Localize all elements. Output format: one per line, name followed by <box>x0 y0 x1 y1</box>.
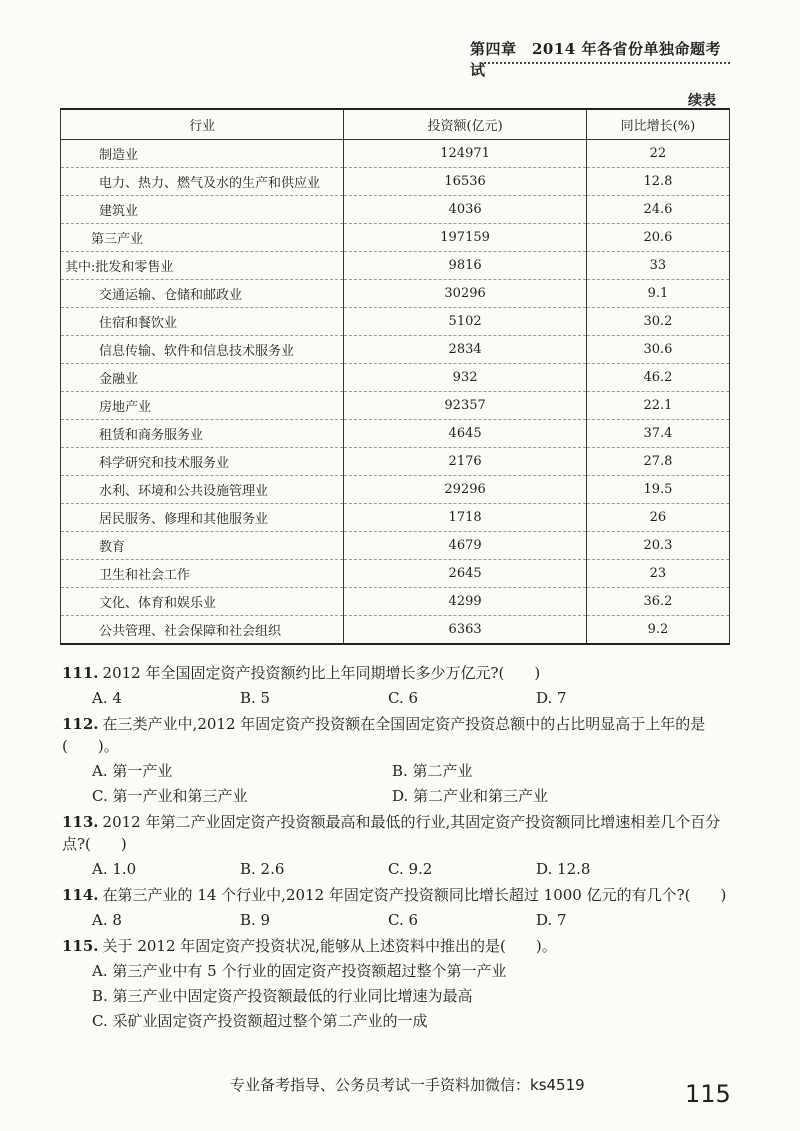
column-header-growth: 同比增长(%) <box>586 109 729 140</box>
growth-cell: 22.1 <box>586 392 729 420</box>
growth-cell: 46.2 <box>586 364 729 392</box>
question-stem <box>62 662 732 684</box>
industry-cell: 制造业 <box>61 140 344 168</box>
question-stem <box>62 935 732 957</box>
growth-cell: 30.2 <box>586 308 729 336</box>
question-list <box>62 662 732 1036</box>
table-row <box>61 504 730 532</box>
answer-option[interactable]: C. 6 <box>388 911 419 929</box>
investment-cell: 30296 <box>344 280 587 308</box>
table-row <box>61 252 730 280</box>
growth-cell: 9.2 <box>586 616 729 645</box>
investment-cell: 124971 <box>344 140 587 168</box>
answer-option[interactable]: A. 1.0 <box>92 860 137 878</box>
industry-cell: 电力、热力、燃气及水的生产和供应业 <box>61 168 344 196</box>
answer-option[interactable]: D. 7 <box>536 911 567 929</box>
investment-cell: 29296 <box>344 476 587 504</box>
investment-cell: 1718 <box>344 504 587 532</box>
question-number: 114. <box>62 886 99 904</box>
question-number: 112. <box>62 715 99 733</box>
growth-cell: 22 <box>586 140 729 168</box>
answer-option[interactable]: A. 4 <box>92 689 122 707</box>
industry-cell: 水利、环境和公共设施管理业 <box>61 476 344 504</box>
footer-note: 专业备考指导、公务员考试一手资料加微信：ks4519 <box>230 1076 585 1094</box>
question-stem <box>62 713 732 757</box>
question-number: 113. <box>62 813 99 831</box>
investment-table <box>60 108 730 645</box>
options-row <box>62 858 732 880</box>
table-row <box>61 560 730 588</box>
growth-cell: 20.3 <box>586 532 729 560</box>
page-number: 115 <box>685 1080 731 1108</box>
industry-cell: 科学研究和技术服务业 <box>61 448 344 476</box>
industry-cell: 卫生和社会工作 <box>61 560 344 588</box>
question-text: 2012 年全国固定资产投资额约比上年同期增长多少万亿元?( ) <box>102 664 541 682</box>
growth-cell: 9.1 <box>586 280 729 308</box>
growth-cell: 24.6 <box>586 196 729 224</box>
table-row <box>61 616 730 645</box>
answer-option[interactable]: A. 第一产业 <box>92 762 173 780</box>
answer-option[interactable]: D. 7 <box>536 689 567 707</box>
question-113 <box>62 811 732 880</box>
investment-cell: 197159 <box>344 224 587 252</box>
column-header-industry: 行业 <box>61 109 344 140</box>
investment-cell: 2645 <box>344 560 587 588</box>
options-column <box>62 960 732 1032</box>
growth-cell: 20.6 <box>586 224 729 252</box>
table-row <box>61 140 730 168</box>
answer-option[interactable]: C. 9.2 <box>388 860 433 878</box>
question-number: 115. <box>62 937 99 955</box>
chapter-header: 第四章 2014 年各省份单独命题考试 <box>470 40 721 79</box>
header-divider <box>480 62 730 64</box>
table-row <box>61 364 730 392</box>
investment-cell: 932 <box>344 364 587 392</box>
industry-cell: 租赁和商务服务业 <box>61 420 344 448</box>
table-row <box>61 168 730 196</box>
question-111 <box>62 662 732 709</box>
answer-option[interactable]: B. 第二产业 <box>392 762 473 780</box>
growth-cell: 27.8 <box>586 448 729 476</box>
table-row <box>61 476 730 504</box>
industry-cell: 信息传输、软件和信息技术服务业 <box>61 336 344 364</box>
investment-cell: 4679 <box>344 532 587 560</box>
investment-cell: 4299 <box>344 588 587 616</box>
industry-cell: 交通运输、仓储和邮政业 <box>61 280 344 308</box>
table-row <box>61 336 730 364</box>
column-header-investment: 投资额(亿元) <box>344 109 587 140</box>
investment-cell: 2834 <box>344 336 587 364</box>
growth-cell: 19.5 <box>586 476 729 504</box>
answer-option[interactable]: D. 第二产业和第三产业 <box>392 787 549 805</box>
question-text: 关于 2012 年固定资产投资状况,能够从上述资料中推出的是( )。 <box>102 937 557 955</box>
question-text: 2012 年第二产业固定资产投资额最高和最低的行业,其固定资产投资额同比增速相差几个百分点?( ) <box>62 813 721 853</box>
growth-cell: 37.4 <box>586 420 729 448</box>
answer-option[interactable]: A. 第三产业中有 5 个行业的固定资产投资额超过整个第一产业 <box>92 962 507 980</box>
table-row <box>61 448 730 476</box>
industry-cell: 住宿和餐饮业 <box>61 308 344 336</box>
options-row <box>62 687 732 709</box>
growth-cell: 30.6 <box>586 336 729 364</box>
industry-cell: 其中:批发和零售业 <box>61 252 344 280</box>
industry-cell: 房地产业 <box>61 392 344 420</box>
industry-cell: 建筑业 <box>61 196 344 224</box>
industry-cell: 金融业 <box>61 364 344 392</box>
question-number: 111. <box>62 664 99 682</box>
investment-cell: 6363 <box>344 616 587 645</box>
options-row <box>62 785 732 807</box>
question-stem <box>62 811 732 855</box>
industry-cell: 公共管理、社会保障和社会组织 <box>61 616 344 645</box>
table-header-row <box>61 109 730 140</box>
investment-cell: 4036 <box>344 196 587 224</box>
industry-cell: 居民服务、修理和其他服务业 <box>61 504 344 532</box>
answer-option[interactable]: B. 第三产业中固定资产投资额最低的行业同比增速为最高 <box>92 987 473 1005</box>
industry-cell: 文化、体育和娱乐业 <box>61 588 344 616</box>
table-row <box>61 392 730 420</box>
investment-cell: 5102 <box>344 308 587 336</box>
table-row <box>61 420 730 448</box>
table-row <box>61 280 730 308</box>
question-stem <box>62 884 732 906</box>
table-row <box>61 532 730 560</box>
answer-option[interactable]: C. 采矿业固定资产投资额超过整个第二产业的一成 <box>92 1012 428 1030</box>
answer-option[interactable]: B. 5 <box>240 689 271 707</box>
investment-cell: 9816 <box>344 252 587 280</box>
growth-cell: 33 <box>586 252 729 280</box>
industry-cell: 第三产业 <box>61 224 344 252</box>
growth-cell: 26 <box>586 504 729 532</box>
continued-label: 续表 <box>688 93 716 109</box>
question-text: 在第三产业的 14 个行业中,2012 年固定资产投资额同比增长超过 1000 亿元的有几个?( ) <box>102 886 727 904</box>
answer-option[interactable]: B. 9 <box>240 911 271 929</box>
investment-cell: 16536 <box>344 168 587 196</box>
question-text: 在三类产业中,2012 年固定资产投资额在全国固定资产投资总额中的占比明显高于上年的是( )。 <box>62 715 706 755</box>
answer-option[interactable]: D. 12.8 <box>536 860 591 878</box>
investment-cell: 2176 <box>344 448 587 476</box>
growth-cell: 23 <box>586 560 729 588</box>
answer-option[interactable]: B. 2.6 <box>240 860 285 878</box>
answer-option[interactable]: C. 6 <box>388 689 419 707</box>
industry-cell: 教育 <box>61 532 344 560</box>
table-row <box>61 224 730 252</box>
answer-option[interactable]: A. 8 <box>92 911 122 929</box>
question-114 <box>62 884 732 931</box>
investment-cell: 92357 <box>344 392 587 420</box>
table-row <box>61 308 730 336</box>
answer-option[interactable]: C. 第一产业和第三产业 <box>92 787 248 805</box>
table-row <box>61 196 730 224</box>
investment-cell: 4645 <box>344 420 587 448</box>
growth-cell: 12.8 <box>586 168 729 196</box>
question-115 <box>62 935 732 1032</box>
growth-cell: 36.2 <box>586 588 729 616</box>
question-112 <box>62 713 732 807</box>
options-row <box>62 909 732 931</box>
options-row <box>62 760 732 782</box>
table-row <box>61 588 730 616</box>
